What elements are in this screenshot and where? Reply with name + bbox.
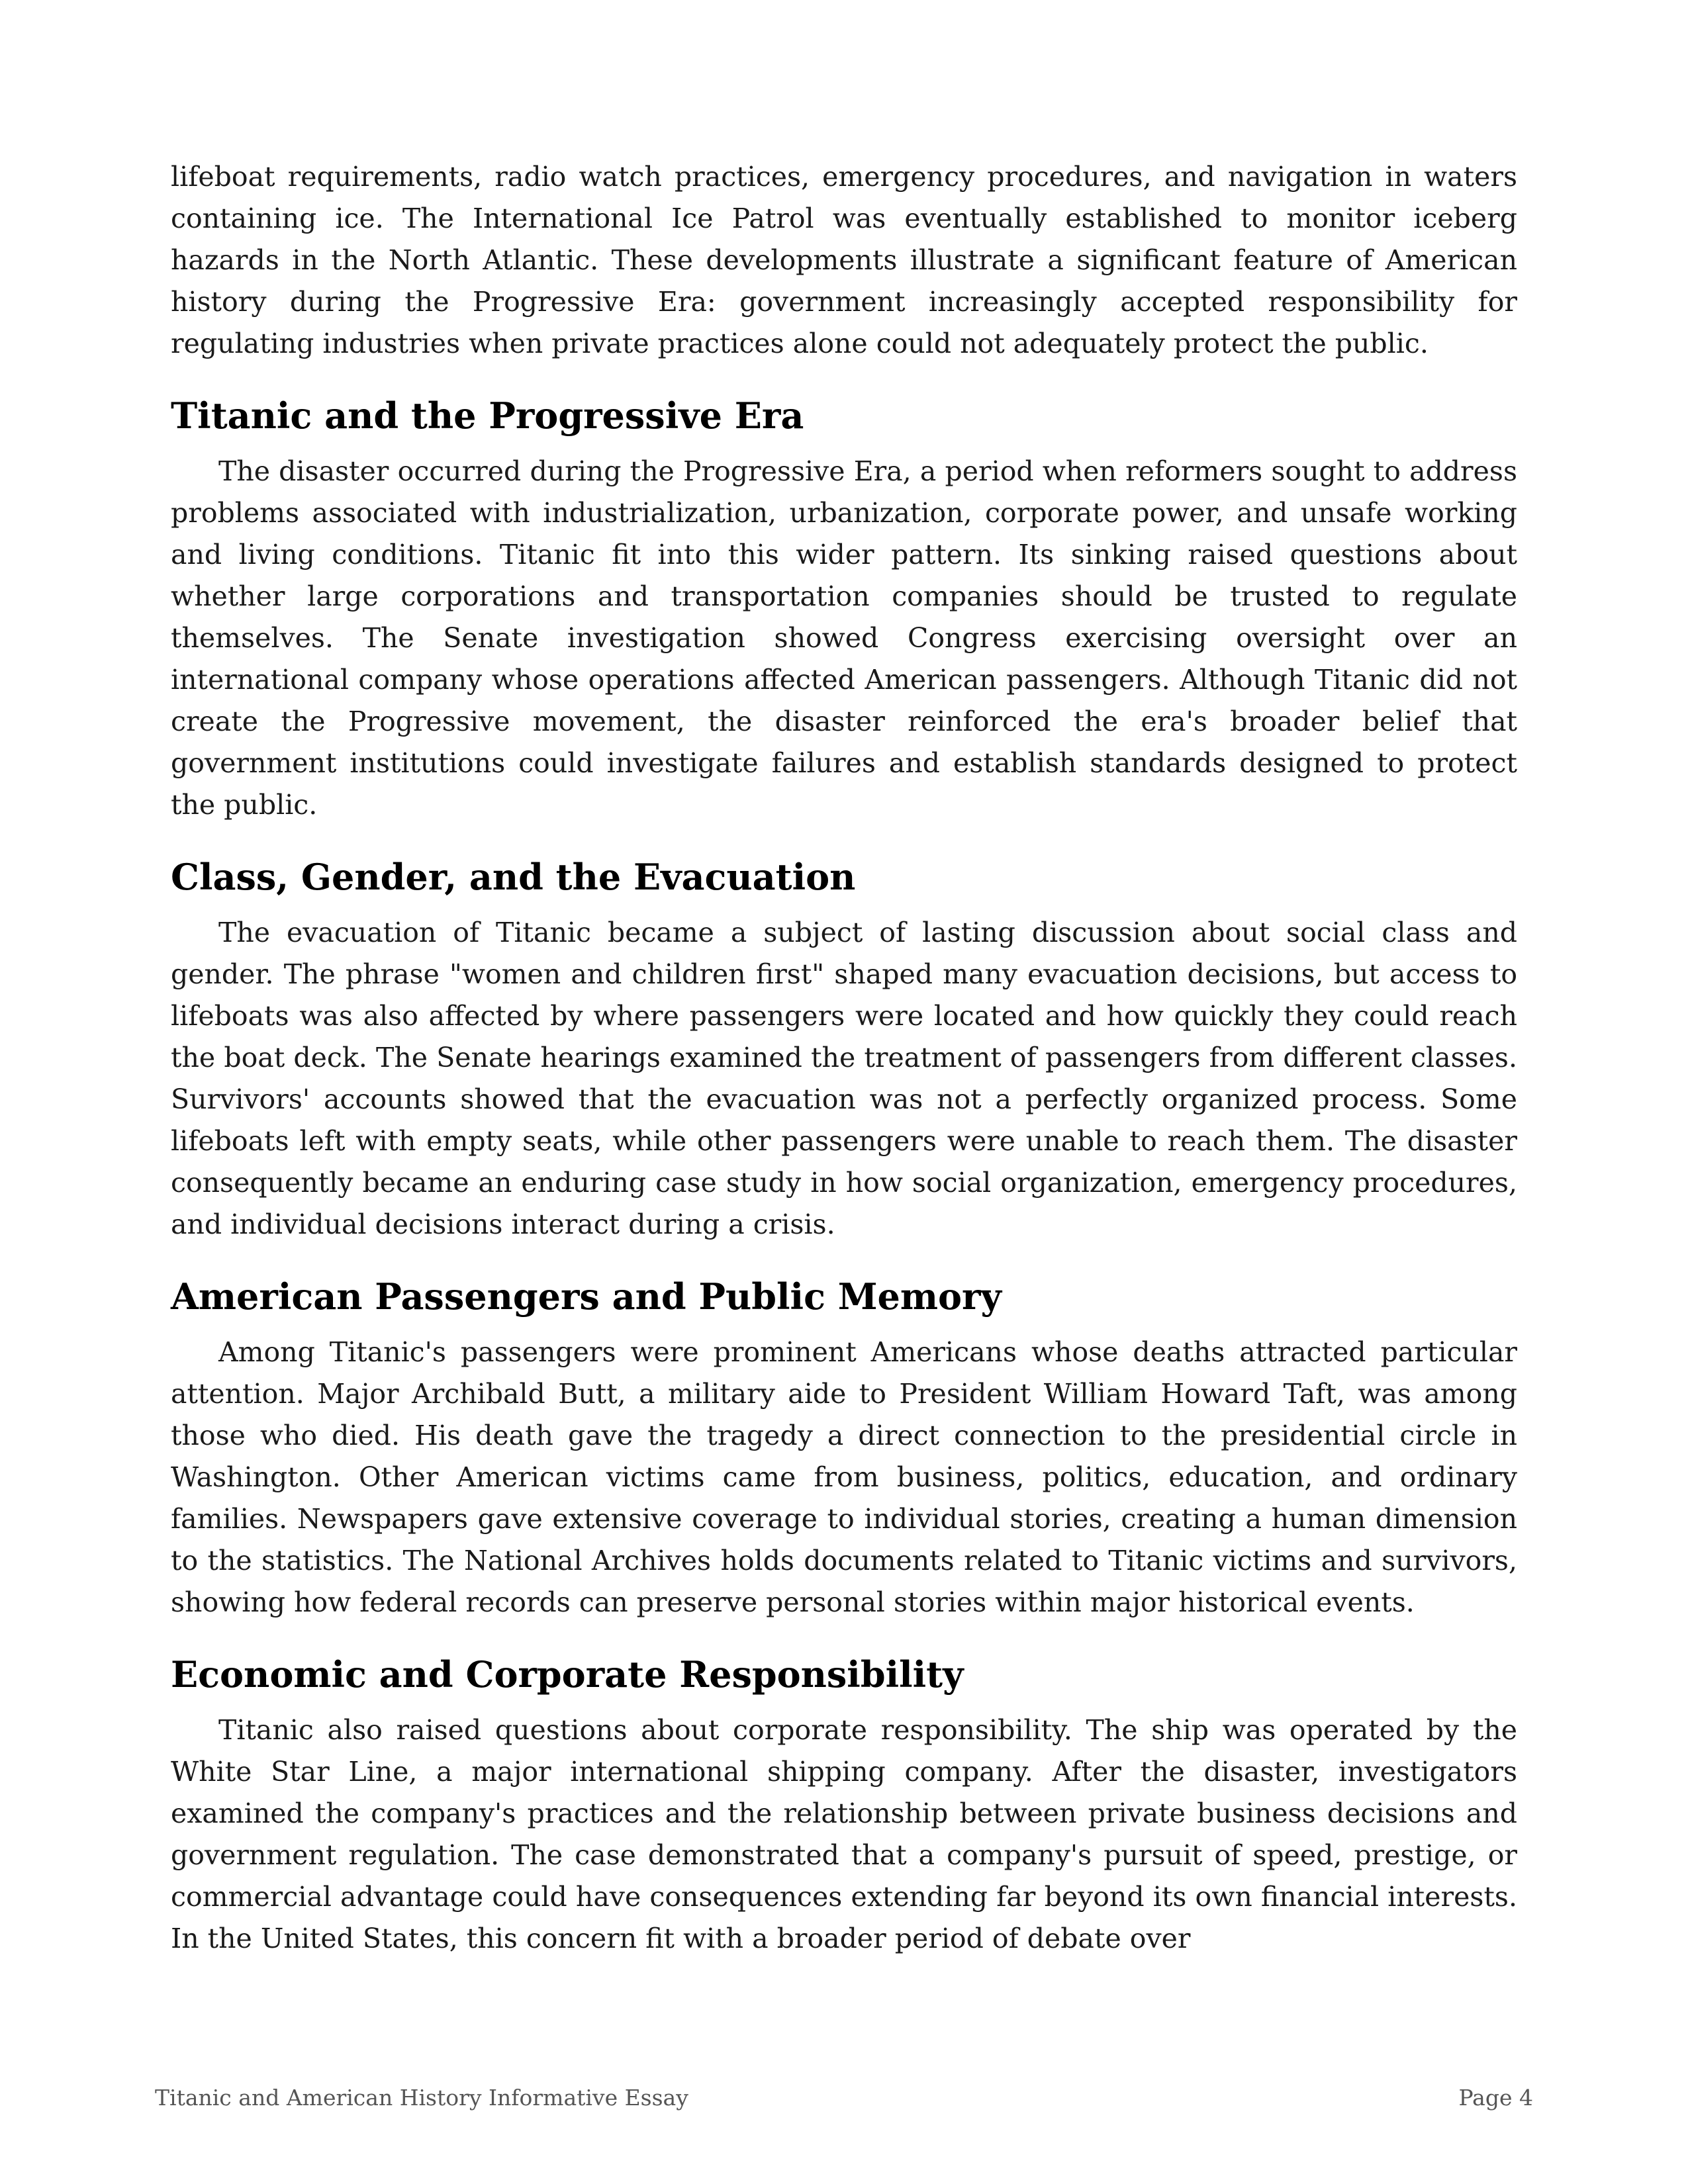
section-heading-corporate-responsibility: Economic and Corporate Responsibility xyxy=(171,1653,964,1696)
footer-page-number: Page 4 xyxy=(1458,2085,1533,2111)
section-body-corporate-responsibility: Titanic also raised questions about corporate responsibility. The ship was operated by the White Star Line, a major international shipping company. After the disaster, investigators examined the company's practices and the relationship between private business decisions and government regulation. The case demonstrated that a company's pursuit of speed, prestige, or commercial advantage could have consequences extending far beyond its own financial interests. In the United States, this concern fit with a broader period of debate over xyxy=(171,1714,1517,1954)
page-content xyxy=(171,156,1517,1960)
footer-title: Titanic and American History Informative Essay xyxy=(155,2085,688,2111)
section-body-class-gender: The evacuation of Titanic became a subject of lasting discussion about social class and gender. The phrase "women and children first" shaped many evacuation decisions, but access to lifeboats was also affected by where passengers were located and how quickly they could reach the boat deck. The Senate hearings examined the treatment of passengers from different classes. Survivors' accounts showed that the evacuation was not a perfectly organized process. Some lifeboats left with empty seats, while other passengers were unable to reach them. The disaster consequently became an enduring case study in how social organization, emergency procedures, and individual decisions interact during a crisis. xyxy=(171,917,1517,1240)
intro-paragraph: lifeboat requirements, radio watch practices, emergency procedures, and navigation in waters containing ice. The International Ice Patrol was eventually established to monitor iceberg hazards in the North Atlantic. These developments illustrate a significant feature of American history during the Progressive Era: government increasingly accepted responsibility for regulating industries when private practices alone could not adequately protect the public. xyxy=(171,161,1517,359)
section-heading-class-gender: Class, Gender, and the Evacuation xyxy=(171,856,856,898)
section-body-american-passengers: Among Titanic's passengers were prominent Americans whose deaths attracted particular attention. Major Archibald Butt, a military aide to President William Howard Taft, was among those who died. His death gave the tragedy a direct connection to the presidential circle in Washington. Other American victims came from business, politics, education, and ordinary families. Newspapers gave extensive coverage to individual stories, creating a human dimension to the statistics. The National Archives holds documents related to Titanic victims and survivors, showing how federal records can preserve personal stories within major historical events. xyxy=(171,1336,1517,1618)
section-heading-progressive-era: Titanic and the Progressive Era xyxy=(171,394,804,437)
section-body-progressive-era: The disaster occurred during the Progressive Era, a period when reformers sought to address problems associated with industrialization, urbanization, corporate power, and unsafe working and living conditions. Titanic fit into this wider pattern. Its sinking raised questions about whether large corporations and transportation companies should be trusted to regulate themselves. The Senate investigation showed Congress exercising oversight over an international company whose operations affected American passengers. Although Titanic did not create the Progressive movement, the disaster reinforced the era's broader belief that government institutions could investigate failures and establish standards designed to protect the public. xyxy=(171,455,1517,821)
section-heading-american-passengers: American Passengers and Public Memory xyxy=(171,1275,1002,1318)
